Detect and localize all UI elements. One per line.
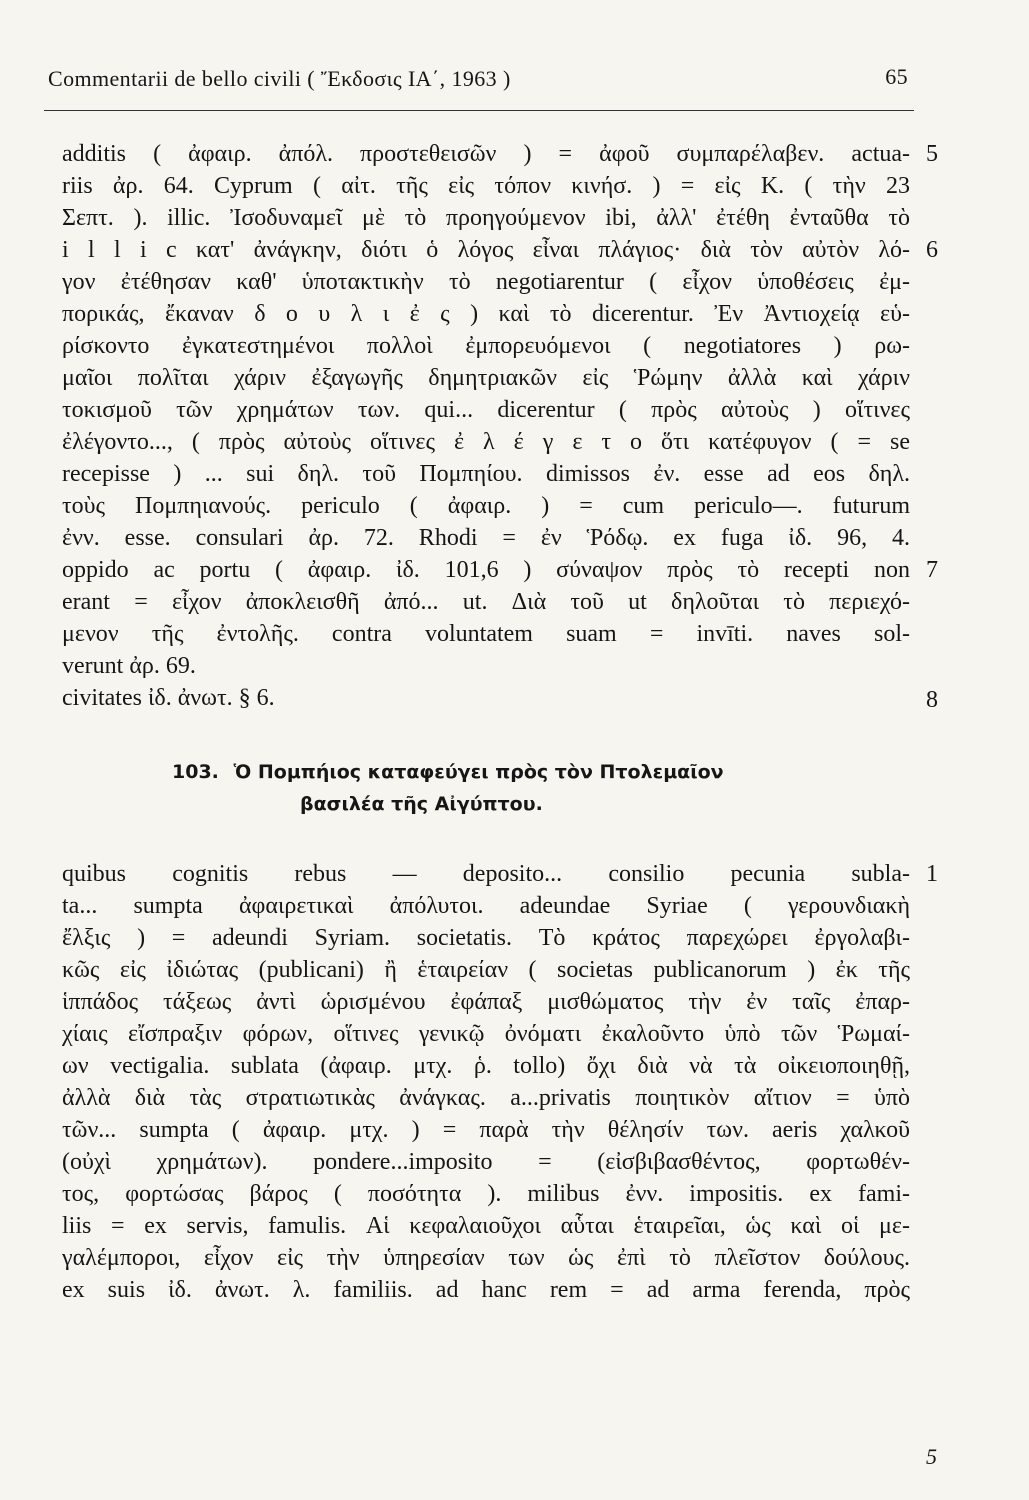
section-heading [172,756,772,820]
commentary-block-102 [62,138,938,714]
text-line: riis ἀρ. 64. Cyprum ( αἰτ. τῆς εἰς τόπον κινήσ. ) = εἰς Κ. ( τὴν 23 [62,173,910,199]
text-line: additis ( ἀφαιρ. ἀπόλ. προστεθεισῶν ) = ἀφοῦ συμπαρέλαβεν. actua- [62,141,910,167]
text-line: τῶν... sumpta ( ἀφαιρ. μτχ. ) = παρὰ τὴν θέλησίν των. aeris χαλκοῦ [62,1117,910,1143]
text-line: τος, φορτώσας βάρος ( ποσότητα ). milibus ἐνν. impositis. ex fami- [62,1181,910,1207]
text-line: ex suis ἰδ. ἀνωτ. λ. familiis. ad hanc rem = ad arma ferenda, πρὸς [62,1277,910,1303]
margin-number: 7 [926,557,938,583]
text-line: oppido ac portu ( ἀφαιρ. ἰδ. 101,6 ) σύναψον πρὸς τὸ recepti non [62,557,910,583]
commentary-block-103 [62,858,938,1306]
margin-number: 8 [926,687,938,713]
text-line: ἐνν. esse. consulari ἀρ. 72. Rhodi = ἐν Ῥόδῳ. ex fuga ἰδ. 96, 4. [62,525,910,551]
text-line: πορικάς, ἔκαναν δ ο υ λ ι ἐ ς ) καὶ τὸ dicerentur. Ἐν Ἀντιοχείᾳ εὑ- [62,301,910,327]
section-title-line1: Ὁ Πομπήιος καταφεύγει πρὸς τὸν Πτολεμαῖον [233,761,724,783]
text-line: civitates ἰδ. ἀνωτ. § 6. [62,685,275,711]
text-line: ρίσκοντο ἐγκατεστημένοι πολλοὶ ἐμπορευόμενοι ( negotiatores ) ρω- [62,333,910,359]
running-header [48,66,908,92]
text-line: ἀλλὰ διὰ τὰς στρατιωτικὰς ἀνάγκας. a...privatis ποιητικὸν αἴτιον = ὑπὸ [62,1085,910,1111]
text-line: χίαις εἴσπραξιν φόρων, οἵτινες γενικῷ ὀνόματι ἐκαλοῦντο ὑπὸ τῶν Ῥωμαί- [62,1021,910,1047]
margin-number: 5 [926,141,938,167]
text-line: μαῖοι πολῖται χάριν ἐξαγωγῆς δημητριακῶν εἰς Ῥώμην ἀλλὰ καὶ χάριν [62,365,910,391]
margin-number: 6 [926,237,938,263]
text-line: ἐλέγοντο..., ( πρὸς αὐτοὺς οἵτινες ἐ λ έ γ ε τ ο ὅτι κατέφυγον ( = se [62,429,910,455]
text-line: i l l i c κατ' ἀνάγκην, διότι ὁ λόγος εἶναι πλάγιος· διὰ τὸν αὐτὸν λό- [62,237,910,263]
commentary-body [62,138,938,1306]
text-line: τοὺς Πομπηιανούς. periculo ( ἀφαιρ. ) = cum periculo—. futurum [62,493,910,519]
text-line: ἔλξις ) = adeundi Syriam. societatis. Τὸ κράτος παρεχώρει ἐργολαβι- [62,925,910,951]
text-line: liis = ex servis, famulis. Αἱ κεφαλαιοῦχοι αὗται ἑταιρεῖαι, ὡς καὶ οἱ με- [62,1213,910,1239]
text-line: quibus cognitis rebus — deposito... consilio pecunia subla- [62,861,910,887]
text-line: γον ἐτέθησαν καθ' ὑποτακτικὴν τὸ negotiarentur ( εἶχον ὑποθέσεις ἐμ- [62,269,911,295]
text-line: τοκισμοῦ τῶν χρημάτων των. qui... dicerentur ( πρὸς αὐτοὺς ) οἵτινες [62,397,910,423]
text-line: μενον τῆς ἐντολῆς. contra voluntatem suam = invīti. naves sol- [62,621,910,647]
text-line: recepisse ) ... sui δηλ. τοῦ Πομπηίου. dimissos ἐν. esse ad eos δηλ. [62,461,910,487]
text-line: erant = εἶχον ἀποκλεισθῆ ἀπό... ut. Διὰ τοῦ ut δηλοῦται τὸ περιεχό- [62,589,910,615]
section-title-line2: βασιλέα τῆς Αἰγύπτου. [300,793,543,815]
margin-number: 1 [926,861,938,887]
text-line: κῶς εἰς ἰδιώτας (publicani) ἢ ἑταιρείαν ( societas publicanorum ) ἐκ τῆς [62,957,910,983]
text-line: ta... sumpta ἀφαιρετικαὶ ἀπόλυτοι. adeundae Syriae ( γερουνδιακὴ [62,893,910,919]
text-line: ων vectigalia. sublata (ἀφαιρ. μτχ. ῥ. tollo) ὄχι διὰ νὰ τὰ οἰκειοποιηθῇ, [62,1053,910,1079]
header-rule [44,110,914,111]
signature-mark: 5 [926,1444,937,1469]
text-line: (οὐχὶ χρημάτων). pondere...imposito = (εἰσβιβασθέντος, φορτωθέν- [62,1149,910,1175]
page-number: 65 [885,64,908,89]
text-line: ἱππάδος τάξεως ἀντὶ ὡρισμένου ἐφάπαξ μισθώματος τὴν ἐν ταῖς ἐπαρ- [62,989,910,1015]
running-title: Commentarii de bello civili ( Ἔκδοσις ΙΑ΄, 1963 ) [48,66,511,91]
section-number: 103. [172,761,219,783]
text-line: verunt ἀρ. 69. [62,653,196,679]
text-line: Σεπτ. ). illic. Ἰσοδυναμεῖ μὲ τὸ προηγούμενον ibi, ἀλλ' ἐτέθη ἐνταῦθα τὸ [62,205,910,231]
text-line: γαλέμποροι, εἶχον εἰς τὴν ὑπηρεσίαν των ὡς ἐπὶ τὸ πλεῖστον δούλους. [62,1245,910,1271]
